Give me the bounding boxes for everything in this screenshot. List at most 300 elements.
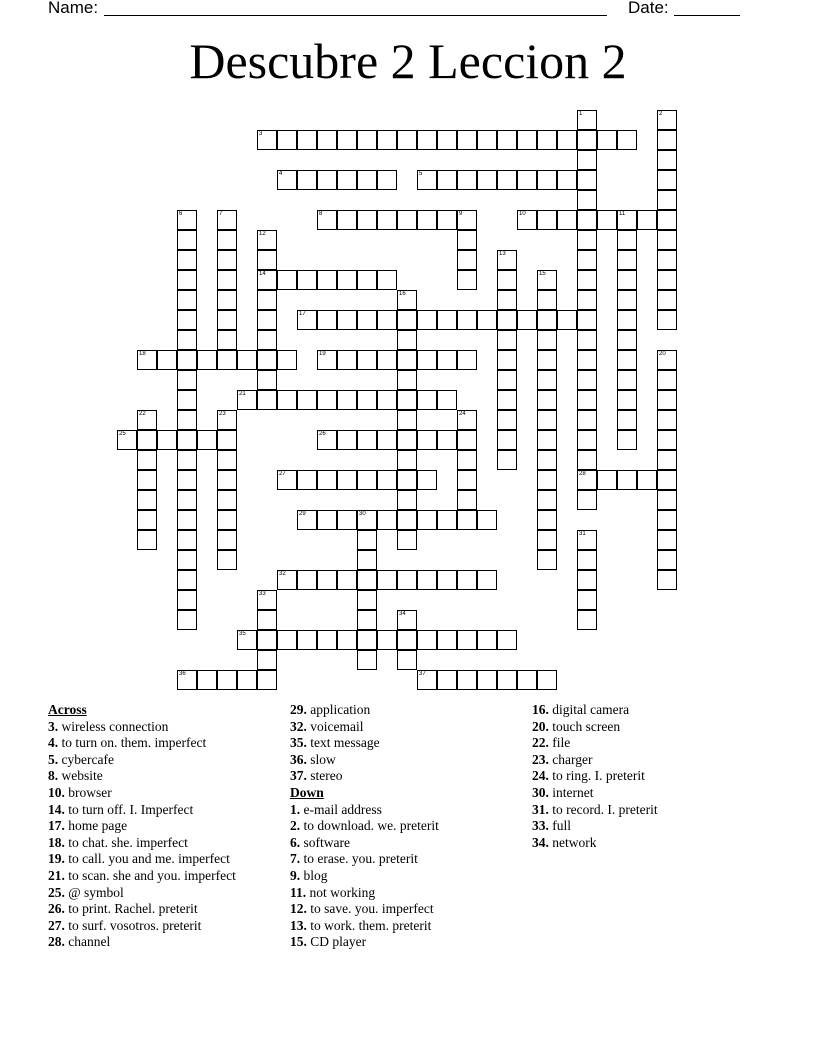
grid-cell[interactable] — [497, 450, 517, 470]
grid-cell[interactable] — [617, 290, 637, 310]
grid-cell[interactable] — [177, 550, 197, 570]
grid-cell[interactable] — [497, 670, 517, 690]
grid-cell[interactable] — [137, 350, 157, 370]
grid-cell[interactable] — [297, 390, 317, 410]
grid-cell[interactable] — [357, 430, 377, 450]
grid-cell[interactable] — [357, 130, 377, 150]
grid-cell[interactable] — [657, 410, 677, 430]
grid-cell[interactable] — [257, 650, 277, 670]
grid-cell[interactable] — [357, 390, 377, 410]
grid-cell[interactable] — [377, 310, 397, 330]
grid-cell[interactable] — [457, 230, 477, 250]
grid-cell[interactable] — [577, 490, 597, 510]
grid-cell[interactable] — [577, 570, 597, 590]
grid-cell[interactable] — [577, 130, 597, 150]
grid-cell[interactable] — [557, 210, 577, 230]
grid-cell[interactable] — [137, 490, 157, 510]
grid-cell[interactable] — [177, 510, 197, 530]
grid-cell[interactable] — [517, 170, 537, 190]
grid-cell[interactable] — [657, 110, 677, 130]
grid-cell[interactable] — [377, 570, 397, 590]
grid-cell[interactable] — [217, 670, 237, 690]
grid-cell[interactable] — [577, 270, 597, 290]
grid-cell[interactable] — [257, 330, 277, 350]
grid-cell[interactable] — [317, 130, 337, 150]
grid-cell[interactable] — [217, 550, 237, 570]
grid-cell[interactable] — [377, 430, 397, 450]
grid-cell[interactable] — [597, 130, 617, 150]
grid-cell[interactable] — [337, 390, 357, 410]
grid-cell[interactable] — [317, 470, 337, 490]
grid-cell[interactable] — [437, 630, 457, 650]
grid-cell[interactable] — [257, 350, 277, 370]
grid-cell[interactable] — [657, 530, 677, 550]
grid-cell[interactable] — [297, 310, 317, 330]
grid-cell[interactable] — [337, 630, 357, 650]
grid-cell[interactable] — [357, 630, 377, 650]
grid-cell[interactable] — [397, 390, 417, 410]
grid-cell[interactable] — [657, 390, 677, 410]
grid-cell[interactable] — [357, 570, 377, 590]
grid-cell[interactable] — [577, 390, 597, 410]
grid-cell[interactable] — [497, 250, 517, 270]
grid-cell[interactable] — [337, 430, 357, 450]
grid-cell[interactable] — [317, 570, 337, 590]
grid-cell[interactable] — [537, 470, 557, 490]
grid-cell[interactable] — [477, 130, 497, 150]
grid-cell[interactable] — [277, 470, 297, 490]
grid-cell[interactable] — [357, 470, 377, 490]
grid-cell[interactable] — [217, 470, 237, 490]
grid-cell[interactable] — [317, 350, 337, 370]
grid-cell[interactable] — [537, 430, 557, 450]
grid-cell[interactable] — [517, 310, 537, 330]
grid-cell[interactable] — [457, 470, 477, 490]
grid-cell[interactable] — [497, 430, 517, 450]
grid-cell[interactable] — [417, 570, 437, 590]
grid-cell[interactable] — [657, 130, 677, 150]
grid-cell[interactable] — [457, 310, 477, 330]
grid-cell[interactable] — [357, 350, 377, 370]
grid-cell[interactable] — [457, 350, 477, 370]
grid-cell[interactable] — [497, 330, 517, 350]
grid-cell[interactable] — [577, 190, 597, 210]
grid-cell[interactable] — [457, 450, 477, 470]
grid-cell[interactable] — [477, 570, 497, 590]
grid-cell[interactable] — [297, 630, 317, 650]
grid-cell[interactable] — [177, 590, 197, 610]
grid-cell[interactable] — [177, 470, 197, 490]
grid-cell[interactable] — [537, 170, 557, 190]
grid-cell[interactable] — [617, 390, 637, 410]
grid-cell[interactable] — [517, 670, 537, 690]
grid-cell[interactable] — [577, 410, 597, 430]
grid-cell[interactable] — [457, 130, 477, 150]
grid-cell[interactable] — [557, 310, 577, 330]
grid-cell[interactable] — [397, 370, 417, 390]
grid-cell[interactable] — [657, 430, 677, 450]
grid-cell[interactable] — [617, 350, 637, 370]
grid-cell[interactable] — [317, 510, 337, 530]
grid-cell[interactable] — [397, 450, 417, 470]
grid-cell[interactable] — [457, 490, 477, 510]
grid-cell[interactable] — [257, 630, 277, 650]
grid-cell[interactable] — [137, 530, 157, 550]
grid-cell[interactable] — [577, 210, 597, 230]
grid-cell[interactable] — [657, 190, 677, 210]
grid-cell[interactable] — [397, 490, 417, 510]
grid-cell[interactable] — [417, 510, 437, 530]
grid-cell[interactable] — [337, 270, 357, 290]
grid-cell[interactable] — [657, 450, 677, 470]
grid-cell[interactable] — [657, 290, 677, 310]
grid-cell[interactable] — [657, 470, 677, 490]
grid-cell[interactable] — [357, 310, 377, 330]
grid-cell[interactable] — [177, 270, 197, 290]
grid-cell[interactable] — [657, 310, 677, 330]
grid-cell[interactable] — [177, 230, 197, 250]
grid-cell[interactable] — [357, 590, 377, 610]
grid-cell[interactable] — [177, 330, 197, 350]
grid-cell[interactable] — [417, 130, 437, 150]
grid-cell[interactable] — [337, 130, 357, 150]
grid-cell[interactable] — [577, 250, 597, 270]
grid-cell[interactable] — [337, 310, 357, 330]
grid-cell[interactable] — [617, 210, 637, 230]
grid-cell[interactable] — [577, 230, 597, 250]
grid-cell[interactable] — [617, 130, 637, 150]
grid-cell[interactable] — [297, 470, 317, 490]
grid-cell[interactable] — [377, 470, 397, 490]
grid-cell[interactable] — [197, 350, 217, 370]
grid-cell[interactable] — [537, 310, 557, 330]
grid-cell[interactable] — [377, 130, 397, 150]
grid-cell[interactable] — [337, 210, 357, 230]
grid-cell[interactable] — [537, 370, 557, 390]
grid-cell[interactable] — [457, 430, 477, 450]
grid-cell[interactable] — [237, 390, 257, 410]
grid-cell[interactable] — [317, 630, 337, 650]
grid-cell[interactable] — [137, 430, 157, 450]
grid-cell[interactable] — [217, 290, 237, 310]
grid-cell[interactable] — [377, 630, 397, 650]
grid-cell[interactable] — [177, 310, 197, 330]
grid-cell[interactable] — [617, 230, 637, 250]
grid-cell[interactable] — [277, 630, 297, 650]
grid-cell[interactable] — [617, 470, 637, 490]
grid-cell[interactable] — [137, 450, 157, 470]
grid-cell[interactable] — [337, 350, 357, 370]
grid-cell[interactable] — [417, 670, 437, 690]
grid-cell[interactable] — [357, 170, 377, 190]
grid-cell[interactable] — [217, 230, 237, 250]
grid-cell[interactable] — [577, 550, 597, 570]
grid-cell[interactable] — [357, 210, 377, 230]
grid-cell[interactable] — [537, 550, 557, 570]
grid-cell[interactable] — [577, 590, 597, 610]
grid-cell[interactable] — [537, 390, 557, 410]
grid-cell[interactable] — [397, 410, 417, 430]
grid-cell[interactable] — [617, 310, 637, 330]
grid-cell[interactable] — [497, 170, 517, 190]
grid-cell[interactable] — [357, 550, 377, 570]
grid-cell[interactable] — [617, 370, 637, 390]
grid-cell[interactable] — [257, 130, 277, 150]
grid-cell[interactable] — [477, 310, 497, 330]
grid-cell[interactable] — [397, 470, 417, 490]
grid-cell[interactable] — [617, 430, 637, 450]
grid-cell[interactable] — [137, 410, 157, 430]
grid-cell[interactable] — [537, 670, 557, 690]
grid-cell[interactable] — [237, 670, 257, 690]
grid-cell[interactable] — [537, 490, 557, 510]
grid-cell[interactable] — [197, 430, 217, 450]
grid-cell[interactable] — [357, 270, 377, 290]
grid-cell[interactable] — [177, 610, 197, 630]
grid-cell[interactable] — [517, 130, 537, 150]
grid-cell[interactable] — [497, 130, 517, 150]
grid-cell[interactable] — [317, 210, 337, 230]
grid-cell[interactable] — [537, 410, 557, 430]
grid-cell[interactable] — [177, 430, 197, 450]
grid-cell[interactable] — [177, 490, 197, 510]
grid-cell[interactable] — [497, 350, 517, 370]
grid-cell[interactable] — [177, 370, 197, 390]
grid-cell[interactable] — [217, 350, 237, 370]
grid-cell[interactable] — [177, 410, 197, 430]
grid-cell[interactable] — [497, 390, 517, 410]
grid-cell[interactable] — [577, 170, 597, 190]
grid-cell[interactable] — [257, 270, 277, 290]
grid-cell[interactable] — [337, 170, 357, 190]
grid-cell[interactable] — [217, 450, 237, 470]
grid-cell[interactable] — [177, 290, 197, 310]
grid-cell[interactable] — [417, 210, 437, 230]
grid-cell[interactable] — [497, 310, 517, 330]
grid-cell[interactable] — [397, 650, 417, 670]
grid-cell[interactable] — [577, 610, 597, 630]
grid-cell[interactable] — [137, 470, 157, 490]
grid-cell[interactable] — [457, 630, 477, 650]
grid-cell[interactable] — [297, 570, 317, 590]
grid-cell[interactable] — [657, 350, 677, 370]
grid-cell[interactable] — [497, 290, 517, 310]
grid-cell[interactable] — [537, 330, 557, 350]
grid-cell[interactable] — [437, 170, 457, 190]
grid-cell[interactable] — [417, 430, 437, 450]
grid-cell[interactable] — [437, 510, 457, 530]
grid-cell[interactable] — [657, 150, 677, 170]
grid-cell[interactable] — [577, 330, 597, 350]
grid-cell[interactable] — [437, 350, 457, 370]
grid-cell[interactable] — [457, 510, 477, 530]
grid-cell[interactable] — [297, 130, 317, 150]
grid-cell[interactable] — [277, 390, 297, 410]
grid-cell[interactable] — [397, 510, 417, 530]
grid-cell[interactable] — [457, 250, 477, 270]
grid-cell[interactable] — [237, 350, 257, 370]
grid-cell[interactable] — [577, 370, 597, 390]
grid-cell[interactable] — [577, 450, 597, 470]
grid-cell[interactable] — [637, 470, 657, 490]
grid-cell[interactable] — [177, 350, 197, 370]
grid-cell[interactable] — [417, 390, 437, 410]
grid-cell[interactable] — [577, 350, 597, 370]
grid-cell[interactable] — [257, 290, 277, 310]
grid-cell[interactable] — [337, 510, 357, 530]
grid-cell[interactable] — [497, 630, 517, 650]
grid-cell[interactable] — [537, 530, 557, 550]
grid-cell[interactable] — [577, 310, 597, 330]
grid-cell[interactable] — [217, 410, 237, 430]
grid-cell[interactable] — [437, 390, 457, 410]
grid-cell[interactable] — [417, 630, 437, 650]
grid-cell[interactable] — [317, 390, 337, 410]
grid-cell[interactable] — [477, 510, 497, 530]
grid-cell[interactable] — [397, 330, 417, 350]
grid-cell[interactable] — [457, 570, 477, 590]
grid-cell[interactable] — [237, 630, 257, 650]
grid-cell[interactable] — [117, 430, 137, 450]
grid-cell[interactable] — [617, 330, 637, 350]
grid-cell[interactable] — [217, 330, 237, 350]
grid-cell[interactable] — [577, 150, 597, 170]
grid-cell[interactable] — [437, 430, 457, 450]
grid-cell[interactable] — [437, 670, 457, 690]
grid-cell[interactable] — [657, 370, 677, 390]
grid-cell[interactable] — [577, 290, 597, 310]
grid-cell[interactable] — [177, 450, 197, 470]
grid-cell[interactable] — [657, 230, 677, 250]
grid-cell[interactable] — [457, 670, 477, 690]
grid-cell[interactable] — [257, 610, 277, 630]
grid-cell[interactable] — [297, 510, 317, 530]
grid-cell[interactable] — [537, 270, 557, 290]
grid-cell[interactable] — [597, 210, 617, 230]
grid-cell[interactable] — [437, 570, 457, 590]
grid-cell[interactable] — [457, 270, 477, 290]
grid-cell[interactable] — [497, 370, 517, 390]
grid-cell[interactable] — [437, 210, 457, 230]
grid-cell[interactable] — [197, 670, 217, 690]
grid-cell[interactable] — [657, 170, 677, 190]
grid-cell[interactable] — [177, 570, 197, 590]
grid-cell[interactable] — [217, 250, 237, 270]
grid-cell[interactable] — [177, 390, 197, 410]
grid-cell[interactable] — [317, 270, 337, 290]
grid-cell[interactable] — [317, 310, 337, 330]
grid-cell[interactable] — [257, 370, 277, 390]
grid-cell[interactable] — [577, 430, 597, 450]
grid-cell[interactable] — [137, 510, 157, 530]
grid-cell[interactable] — [437, 130, 457, 150]
grid-cell[interactable] — [497, 270, 517, 290]
grid-cell[interactable] — [657, 550, 677, 570]
grid-cell[interactable] — [257, 590, 277, 610]
grid-cell[interactable] — [417, 470, 437, 490]
grid-cell[interactable] — [617, 270, 637, 290]
grid-cell[interactable] — [297, 170, 317, 190]
grid-cell[interactable] — [217, 530, 237, 550]
grid-cell[interactable] — [217, 310, 237, 330]
grid-cell[interactable] — [517, 210, 537, 230]
grid-cell[interactable] — [657, 210, 677, 230]
grid-cell[interactable] — [537, 130, 557, 150]
grid-cell[interactable] — [397, 290, 417, 310]
grid-cell[interactable] — [297, 270, 317, 290]
grid-cell[interactable] — [277, 130, 297, 150]
grid-cell[interactable] — [317, 430, 337, 450]
grid-cell[interactable] — [577, 110, 597, 130]
grid-cell[interactable] — [377, 170, 397, 190]
grid-cell[interactable] — [477, 170, 497, 190]
grid-cell[interactable] — [357, 510, 377, 530]
grid-cell[interactable] — [437, 310, 457, 330]
grid-cell[interactable] — [217, 490, 237, 510]
grid-cell[interactable] — [337, 570, 357, 590]
grid-cell[interactable] — [557, 170, 577, 190]
grid-cell[interactable] — [257, 310, 277, 330]
grid-cell[interactable] — [397, 350, 417, 370]
grid-cell[interactable] — [477, 630, 497, 650]
grid-cell[interactable] — [457, 210, 477, 230]
grid-cell[interactable] — [217, 210, 237, 230]
grid-cell[interactable] — [377, 390, 397, 410]
grid-cell[interactable] — [217, 270, 237, 290]
grid-cell[interactable] — [357, 650, 377, 670]
grid-cell[interactable] — [397, 210, 417, 230]
grid-cell[interactable] — [337, 470, 357, 490]
grid-cell[interactable] — [537, 510, 557, 530]
grid-cell[interactable] — [557, 130, 577, 150]
grid-cell[interactable] — [657, 490, 677, 510]
grid-cell[interactable] — [497, 410, 517, 430]
grid-cell[interactable] — [157, 430, 177, 450]
grid-cell[interactable] — [177, 210, 197, 230]
grid-cell[interactable] — [397, 430, 417, 450]
grid-cell[interactable] — [457, 410, 477, 430]
grid-cell[interactable] — [537, 210, 557, 230]
grid-cell[interactable] — [637, 210, 657, 230]
grid-cell[interactable] — [657, 270, 677, 290]
grid-cell[interactable] — [397, 630, 417, 650]
grid-cell[interactable] — [257, 230, 277, 250]
grid-cell[interactable] — [377, 270, 397, 290]
grid-cell[interactable] — [257, 250, 277, 270]
grid-cell[interactable] — [257, 390, 277, 410]
grid-cell[interactable] — [657, 570, 677, 590]
grid-cell[interactable] — [597, 470, 617, 490]
grid-cell[interactable] — [457, 170, 477, 190]
grid-cell[interactable] — [217, 510, 237, 530]
grid-cell[interactable] — [617, 410, 637, 430]
grid-cell[interactable] — [417, 310, 437, 330]
grid-cell[interactable] — [657, 250, 677, 270]
grid-cell[interactable] — [537, 290, 557, 310]
grid-cell[interactable] — [357, 610, 377, 630]
grid-cell[interactable] — [537, 350, 557, 370]
grid-cell[interactable] — [277, 270, 297, 290]
grid-cell[interactable] — [377, 210, 397, 230]
grid-cell[interactable] — [537, 450, 557, 470]
grid-cell[interactable] — [257, 670, 277, 690]
grid-cell[interactable] — [417, 170, 437, 190]
grid-cell[interactable] — [377, 350, 397, 370]
grid-cell[interactable] — [217, 430, 237, 450]
grid-cell[interactable] — [477, 670, 497, 690]
grid-cell[interactable] — [577, 470, 597, 490]
grid-cell[interactable] — [397, 130, 417, 150]
